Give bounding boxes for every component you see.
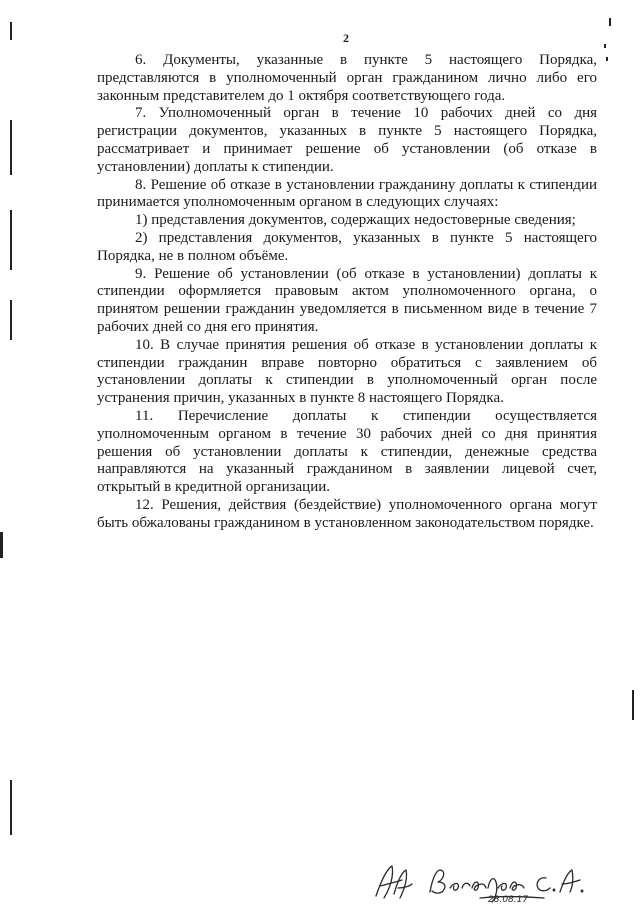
scan-edge-mark <box>10 22 12 40</box>
scan-edge-mark <box>10 120 12 175</box>
paragraph-10: 10. В случае принятия решения об отказе в установлении доплаты к стипендии гражданин вправе повторно обратиться с заявлением об установлении доплаты к стипендии в уполномоченный орган после устранения причин, указанных в пункте 8 настоящего Порядка. <box>97 336 597 407</box>
paragraph-12: 12. Решения, действия (бездействие) уполномоченного органа могут быть обжалованы гражданином в установленном законодательством порядке. <box>97 496 597 531</box>
signature-date: 28.08.17 <box>488 895 529 903</box>
scan-edge-mark <box>609 18 611 26</box>
page-number: 2 <box>343 31 349 45</box>
paragraph-9: 9. Решение об установлении (об отказе в установлении) доплаты к стипендии оформляется правовым актом уполномоченного органа, о принятом решении гражданин уведомляется в письменном виде в течение 7 рабочих дней со дня его принятия. <box>97 265 597 335</box>
scan-edge-mark <box>632 690 634 720</box>
document-body <box>97 52 597 533</box>
scan-edge-mark <box>10 780 12 835</box>
scan-edge-mark <box>10 300 12 340</box>
scan-edge-mark <box>604 44 606 48</box>
paragraph-11: 11. Перечисление доплаты к стипендии осуществляется уполномоченным органом в течение 30 рабочих дней со дня принятия решения об установлении доплаты к стипендии, денежные средства направляются на указанный гражданином в заявлении лицевой счет, открытый в кредитной организации. <box>97 407 597 496</box>
scan-edge-mark <box>606 57 608 61</box>
paragraph-6: 6. Документы, указанные в пункте 5 настоящего Порядка, представляются в уполномоченный орган гражданином лично либо его законным представителем до 1 октября соответствующего года. <box>97 52 597 104</box>
scan-edge-mark <box>10 210 12 270</box>
paragraph-8: 8. Решение об отказе в установлении гражданину доплаты к стипендии принимается уполномоченным органом в следующих случаях: <box>97 176 597 211</box>
paragraph-7: 7. Уполномоченный орган в течение 10 рабочих дней со дня регистрации документов, указанных в пункте 5 настоящего Порядка, рассматривает и принимает решение об установлении (об отказе в установлении) доплаты к стипендии. <box>97 105 597 175</box>
paragraph-8-item-2: 2) представления документов, указанных в пункте 5 настоящего Порядка, не в полном объёме. <box>97 229 597 264</box>
scan-edge-mark <box>0 532 3 558</box>
handwritten-signature <box>368 858 598 903</box>
paragraph-8-item-1: 1) представления документов, содержащих недостоверные сведения; <box>135 212 576 229</box>
